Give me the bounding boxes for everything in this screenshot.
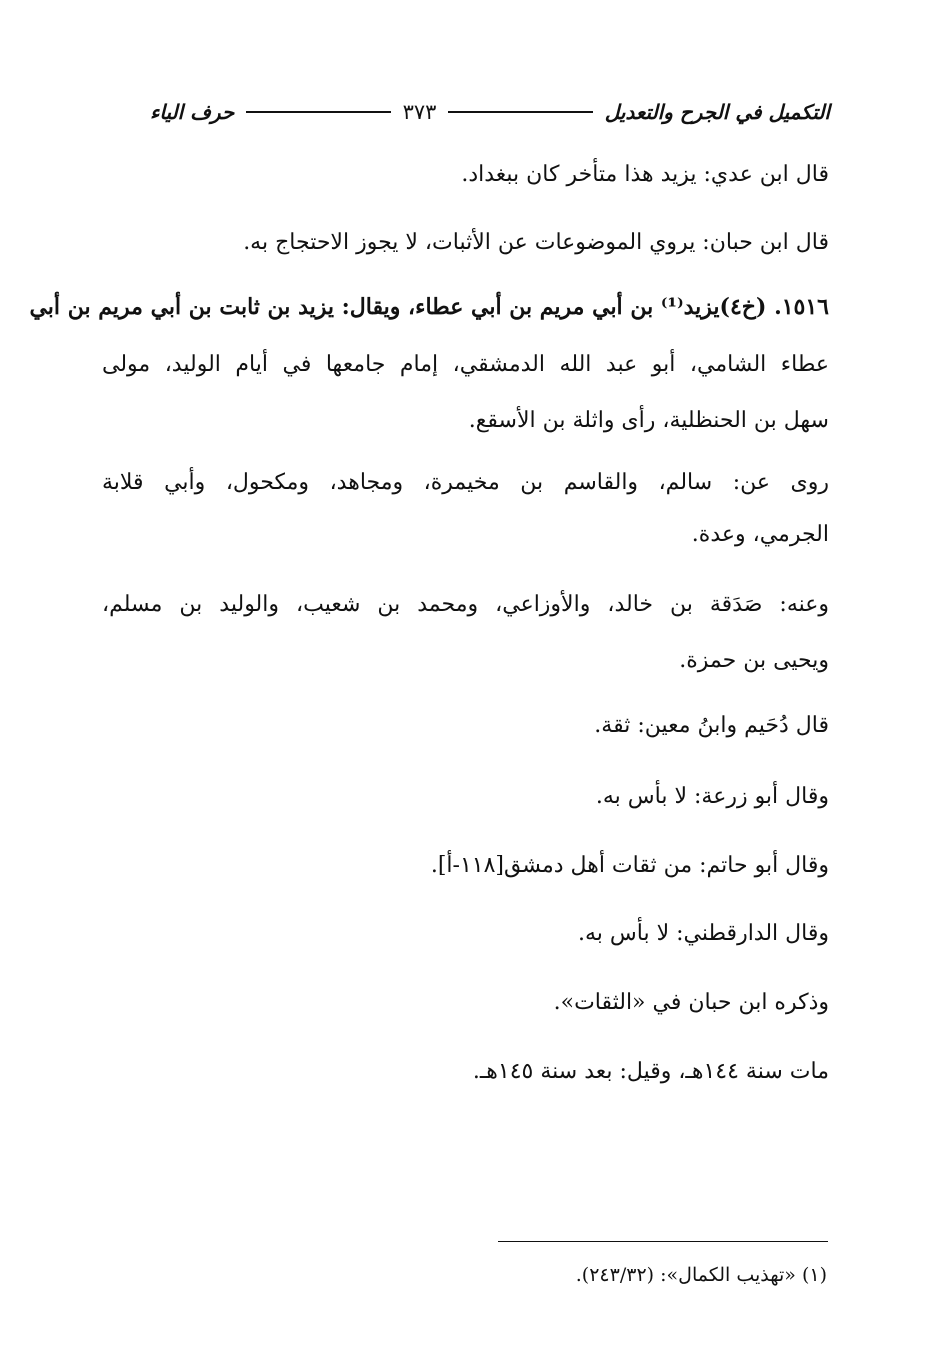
header-dash xyxy=(448,111,592,113)
quote: وقال الدارقطني: لا بأس به. xyxy=(578,921,829,946)
quote: وقال أبو زرعة: لا بأس به. xyxy=(595,784,829,809)
running-header xyxy=(150,92,830,132)
quote: وقال أبو حاتم: من ثقات أهل دمشق[١١٨-أ]. xyxy=(430,853,829,878)
book-title: التكميل في الجرح والتعديل xyxy=(604,100,830,124)
header-dash xyxy=(246,111,390,113)
quote: وذكره ابن حبان في «الثقات». xyxy=(553,990,829,1015)
footnote-separator xyxy=(498,1241,828,1242)
entry-text: عطاء الشامي، أبو عبد الله الدمشقي، إمام جامعها في أيام الوليد، مولى xyxy=(102,352,829,377)
quote: قال دُحَيم وابنُ معين: ثقة. xyxy=(594,713,829,738)
footnote: (١) «تهذيب الكمال»: (٢٤٣/٣٢). xyxy=(575,1264,827,1286)
paragraph: قال ابن عدي: يزيد هذا متأخر كان ببغداد. xyxy=(461,162,829,187)
entry-heading: ١٥١٦. (خ٤)يزيد⁽¹⁾ بن أبي مريم بن أبي عطاء، ويقال: يزيد بن ثابت بن أبي مريم بن أبي xyxy=(29,294,829,320)
paragraph: قال ابن حبان: يروي الموضوعات عن الأثبات، لا يجوز الاحتجاج به. xyxy=(243,230,829,255)
chapter-title: حرف الياء xyxy=(150,100,235,124)
narrated-from: الجرمي، وعدة. xyxy=(691,522,829,547)
entry-text: سهل بن الحنظلية، رأى واثلة بن الأسقع. xyxy=(468,408,829,433)
narrated-by: ويحيى بن حمزة. xyxy=(679,648,829,673)
narrated-by: وعنه: صَدَقة بن خالد، والأوزاعي، ومحمد بن شعيب، والوليد بن مسلم، xyxy=(102,592,829,617)
page-number: ٣٧٣ xyxy=(402,100,437,124)
quote: مات سنة ١٤٤هـ، وقيل: بعد سنة ١٤٥هـ. xyxy=(472,1059,829,1084)
narrated-from: روى عن: سالم، والقاسم بن مخيمرة، ومجاهد، ومكحول، وأبي قلابة xyxy=(102,470,829,495)
